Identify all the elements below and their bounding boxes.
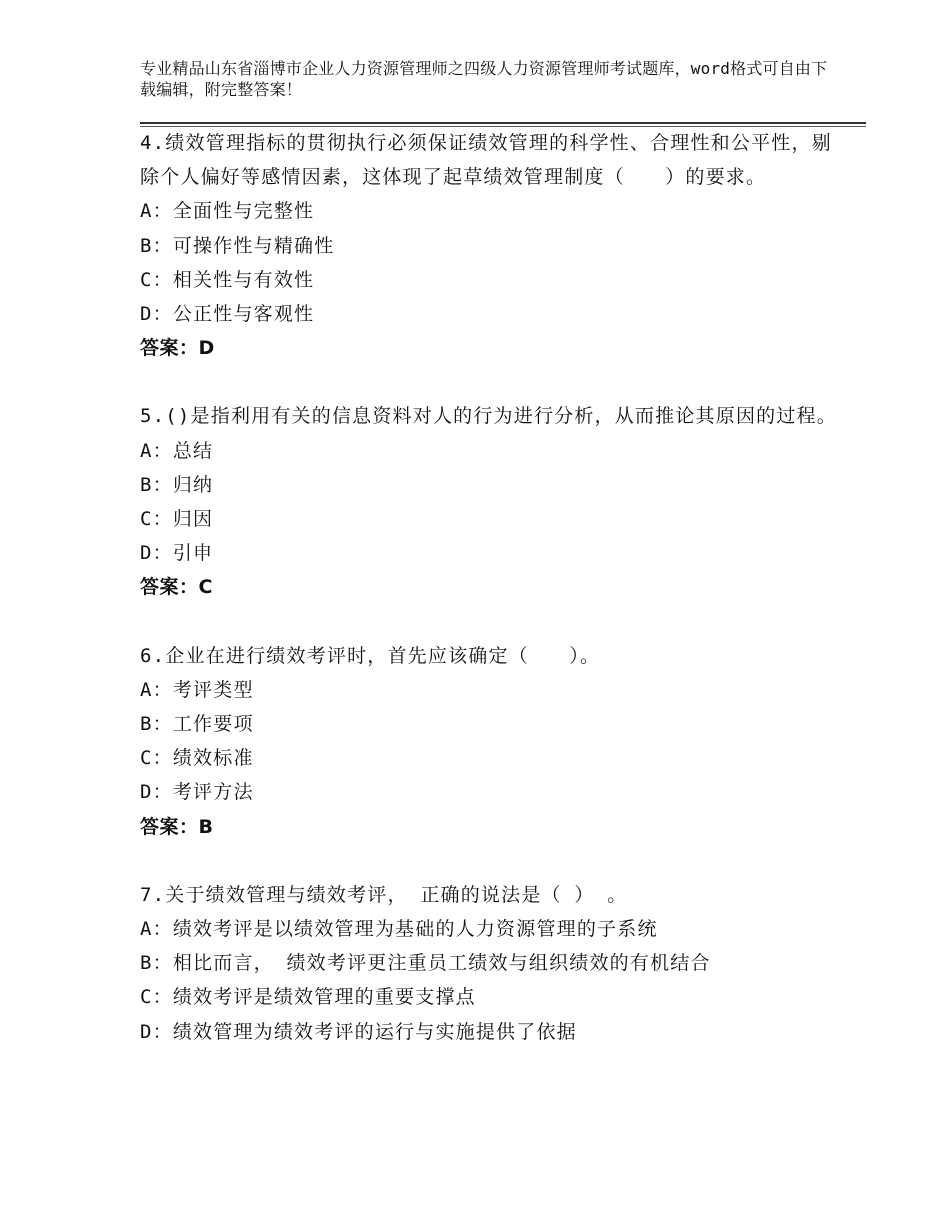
question-4 [140,126,840,365]
option-d: D：公正性与客观性 [140,303,315,326]
document-header: 专业精品山东省淄博市企业人力资源管理师之四级人力资源管理师考试题库，word格式可自由下载编辑，附完整答案！ [140,59,828,99]
question-text: 5.()是指利用有关的信息资料对人的行为进行分析，从而推论其原因的过程。 [140,405,837,428]
answer: 答案：C [140,576,213,599]
option-c: C：绩效标准 [140,747,254,770]
question-5 [140,399,840,604]
header-divider-thick [140,122,866,124]
option-a: A：考评类型 [140,678,254,701]
option-b: B：可操作性与精确性 [140,234,335,257]
option-d: D：引申 [140,542,214,565]
option-c: C：归因 [140,508,214,531]
option-d: D：考评方法 [140,781,254,804]
question-text: 6.企业在进行绩效考评时，首先应该确定（ ）。 [140,644,601,667]
question-7 [140,878,840,1049]
option-c: C：绩效考评是绩效管理的重要支撑点 [140,986,476,1009]
option-a: A：总结 [140,439,214,462]
option-c: C：相关性与有效性 [140,268,315,291]
question-6 [140,639,840,844]
option-b: B：相比而言， 绩效考评更注重员工绩效与组织绩效的有机结合 [140,952,711,975]
option-d: D：绩效管理为绩效考评的运行与实施提供了依据 [140,1020,577,1043]
question-text: 7.关于绩效管理与绩效考评， 正确的说法是（ ） 。 [140,883,628,906]
option-a: A：全面性与完整性 [140,200,315,223]
option-b: B：归纳 [140,473,214,496]
answer: 答案：B [140,815,214,838]
question-text: 4.绩效管理指标的贯彻执行必须保证绩效管理的科学性、合理性和公平性，剔除个人偏好等感情因素，这体现了起草绩效管理制度（ ）的要求。 [140,132,832,189]
question-list [140,126,840,1083]
option-a: A：绩效考评是以绩效管理为基础的人力资源管理的子系统 [140,918,658,941]
option-b: B：工作要项 [140,713,254,736]
answer: 答案：D [140,337,215,360]
